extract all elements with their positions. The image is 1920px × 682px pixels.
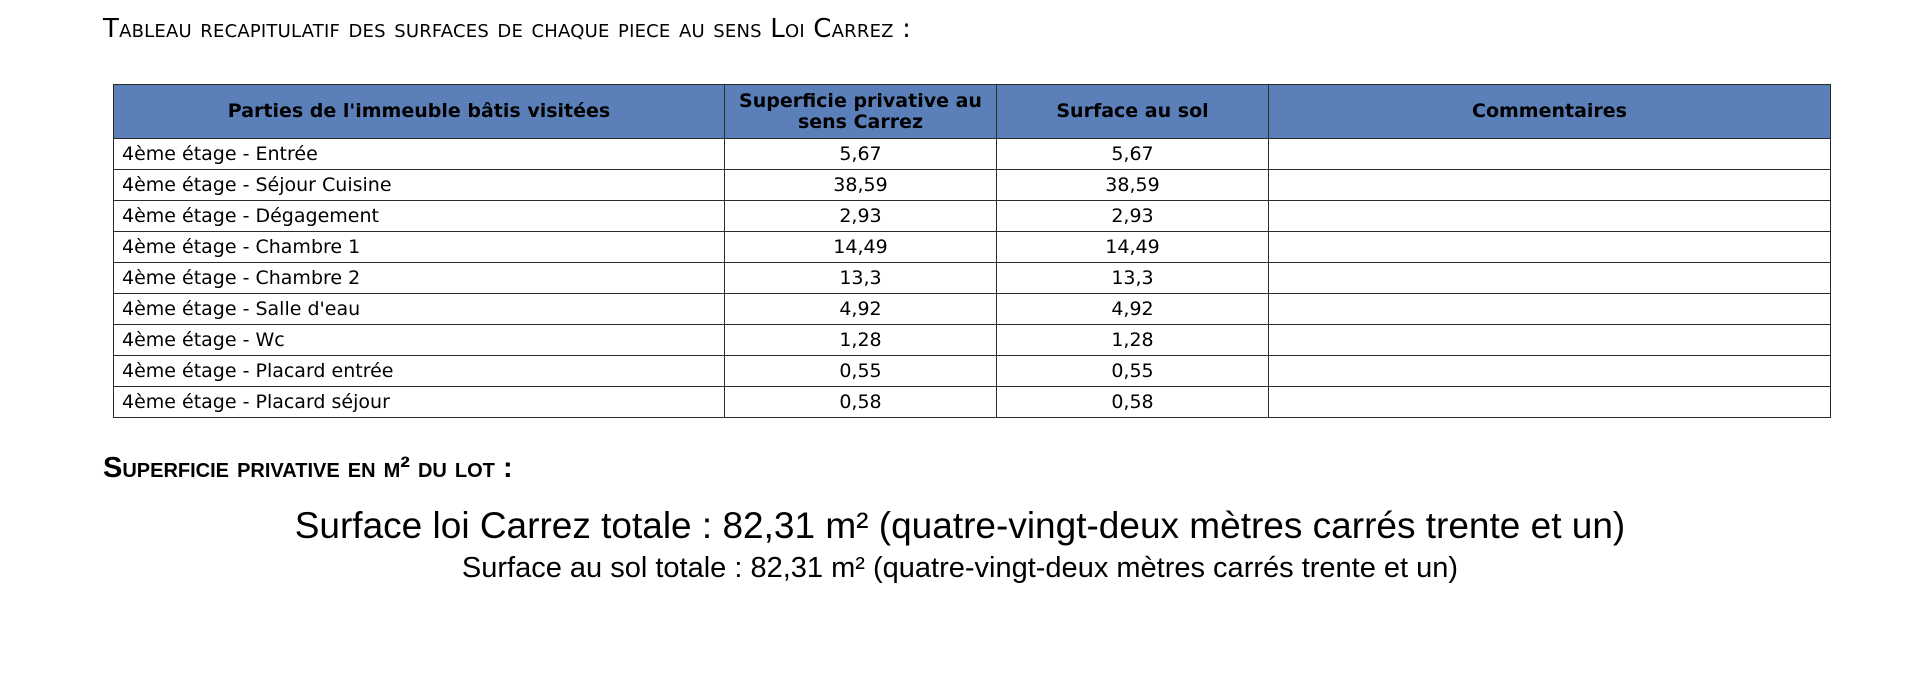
document-title: Tableau recapitulatif des surfaces de chaque piece au sens Loi Carrez : bbox=[103, 14, 912, 44]
carrez-value: 5,67 bbox=[725, 139, 997, 170]
table-row bbox=[114, 387, 1831, 418]
sol-value: 13,3 bbox=[997, 263, 1269, 294]
header-commentaires: Commentaires bbox=[1269, 85, 1831, 139]
carrez-value: 13,3 bbox=[725, 263, 997, 294]
table-row bbox=[114, 232, 1831, 263]
sol-value: 5,67 bbox=[997, 139, 1269, 170]
comment-cell bbox=[1269, 356, 1831, 387]
sol-value: 14,49 bbox=[997, 232, 1269, 263]
carrez-value: 14,49 bbox=[725, 232, 997, 263]
carrez-value: 0,55 bbox=[725, 356, 997, 387]
comment-cell bbox=[1269, 294, 1831, 325]
room-name: 4ème étage - Entrée bbox=[114, 139, 725, 170]
table-row bbox=[114, 139, 1831, 170]
carrez-value: 4,92 bbox=[725, 294, 997, 325]
total-sol-line: Surface au sol totale : 82,31 m² (quatre-vingt-deux mètres carrés trente et un) bbox=[461, 552, 1459, 584]
table-header-row bbox=[114, 85, 1831, 139]
comment-cell bbox=[1269, 387, 1831, 418]
comment-cell bbox=[1269, 170, 1831, 201]
sol-value: 1,28 bbox=[997, 325, 1269, 356]
carrez-value: 2,93 bbox=[725, 201, 997, 232]
table-row bbox=[114, 325, 1831, 356]
table-row bbox=[114, 170, 1831, 201]
table-row bbox=[114, 263, 1831, 294]
sol-value: 0,55 bbox=[997, 356, 1269, 387]
surfaces-table bbox=[113, 84, 1831, 418]
room-name: 4ème étage - Salle d'eau bbox=[114, 294, 725, 325]
sol-value: 0,58 bbox=[997, 387, 1269, 418]
table-row bbox=[114, 356, 1831, 387]
comment-cell bbox=[1269, 201, 1831, 232]
sol-value: 2,93 bbox=[997, 201, 1269, 232]
comment-cell bbox=[1269, 139, 1831, 170]
room-name: 4ème étage - Placard entrée bbox=[114, 356, 725, 387]
comment-cell bbox=[1269, 232, 1831, 263]
table-row bbox=[114, 294, 1831, 325]
carrez-value: 1,28 bbox=[725, 325, 997, 356]
header-parties: Parties de l'immeuble bâtis visitées bbox=[114, 85, 725, 139]
room-name: 4ème étage - Dégagement bbox=[114, 201, 725, 232]
carrez-value: 0,58 bbox=[725, 387, 997, 418]
comment-cell bbox=[1269, 263, 1831, 294]
total-carrez-line: Surface loi Carrez totale : 82,31 m² (quatre-vingt-deux mètres carrés trente et un) bbox=[294, 505, 1626, 546]
header-surface-sol: Surface au sol bbox=[997, 85, 1269, 139]
summary-title: Superficie privative en m² du lot : bbox=[103, 452, 513, 484]
carrez-value: 38,59 bbox=[725, 170, 997, 201]
header-superficie-carrez: Superficie privative au sens Carrez bbox=[725, 85, 997, 139]
room-name: 4ème étage - Chambre 1 bbox=[114, 232, 725, 263]
room-name: 4ème étage - Séjour Cuisine bbox=[114, 170, 725, 201]
room-name: 4ème étage - Chambre 2 bbox=[114, 263, 725, 294]
sol-value: 4,92 bbox=[997, 294, 1269, 325]
room-name: 4ème étage - Placard séjour bbox=[114, 387, 725, 418]
room-name: 4ème étage - Wc bbox=[114, 325, 725, 356]
sol-value: 38,59 bbox=[997, 170, 1269, 201]
table-row bbox=[114, 201, 1831, 232]
comment-cell bbox=[1269, 325, 1831, 356]
